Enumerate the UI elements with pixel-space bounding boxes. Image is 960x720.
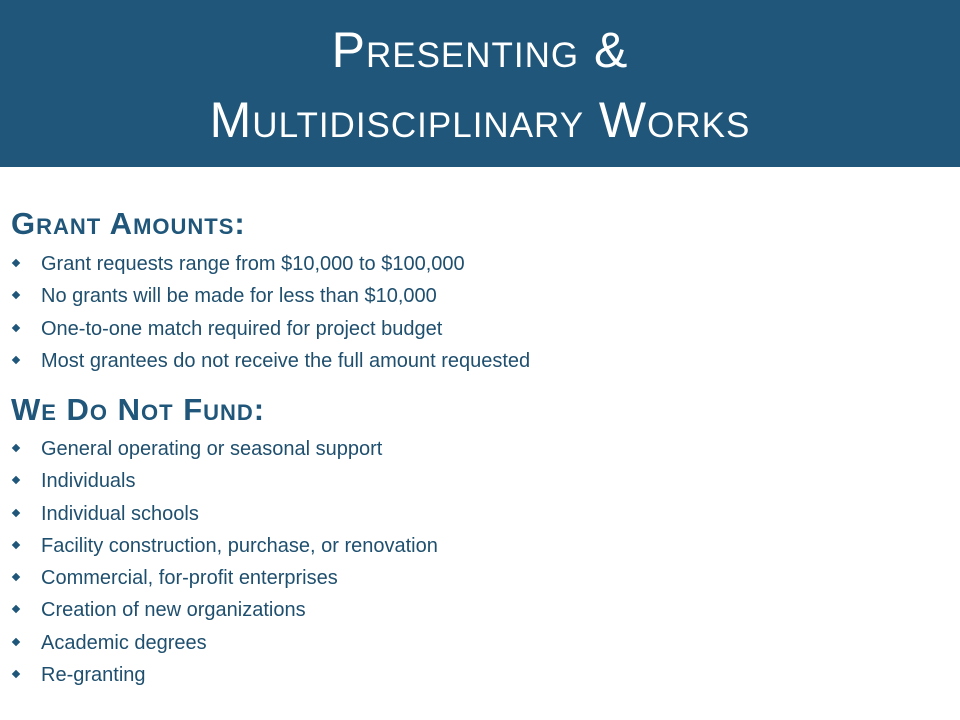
slide-title-line-1: Presenting &	[331, 22, 629, 78]
diamond-bullet-icon	[12, 605, 20, 613]
list-item	[0, 596, 438, 628]
grant-amounts-list	[0, 250, 530, 379]
grant-amounts-heading: Grant Amounts:	[11, 206, 246, 241]
list-item	[0, 250, 530, 282]
list-item	[0, 347, 530, 379]
slide-title-line-2: Multidisciplinary Works	[209, 92, 751, 148]
list-item	[0, 500, 438, 532]
list-item-text: Commercial, for-profit enterprises	[41, 567, 338, 590]
diamond-bullet-icon	[12, 259, 20, 267]
list-item-text: Individual schools	[41, 502, 199, 525]
list-item-text: Individuals	[41, 470, 136, 493]
diamond-bullet-icon	[12, 670, 20, 678]
diamond-bullet-icon	[12, 444, 20, 452]
list-item	[0, 282, 530, 314]
do-not-fund-list	[0, 435, 438, 693]
list-item	[0, 532, 438, 564]
diamond-bullet-icon	[12, 291, 20, 299]
list-item	[0, 661, 438, 693]
list-item	[0, 467, 438, 499]
list-item-text: Academic degrees	[41, 631, 207, 654]
list-item-text: Creation of new organizations	[41, 599, 306, 622]
list-item	[0, 435, 438, 467]
list-item-text: Grant requests range from $10,000 to $100,000	[41, 253, 465, 275]
list-item	[0, 564, 438, 596]
list-item-text: Most grantees do not receive the full amount requested	[41, 349, 531, 372]
diamond-bullet-icon	[12, 323, 20, 331]
list-item-text: Facility construction, purchase, or renovation	[41, 534, 438, 557]
title-band	[0, 0, 960, 167]
list-item-text: General operating or seasonal support	[41, 438, 383, 460]
diamond-bullet-icon	[12, 638, 20, 646]
list-item-text: No grants will be made for less than $10,000	[41, 285, 437, 308]
diamond-bullet-icon	[12, 573, 20, 581]
do-not-fund-heading: We Do Not Fund:	[11, 392, 266, 427]
diamond-bullet-icon	[12, 356, 20, 364]
list-item-text: One-to-one match required for project budget	[41, 317, 443, 340]
list-item	[0, 629, 438, 661]
list-item-text: Re-granting	[41, 664, 146, 687]
diamond-bullet-icon	[12, 541, 20, 549]
list-item	[0, 315, 530, 347]
diamond-bullet-icon	[12, 508, 20, 516]
diamond-bullet-icon	[12, 476, 20, 484]
